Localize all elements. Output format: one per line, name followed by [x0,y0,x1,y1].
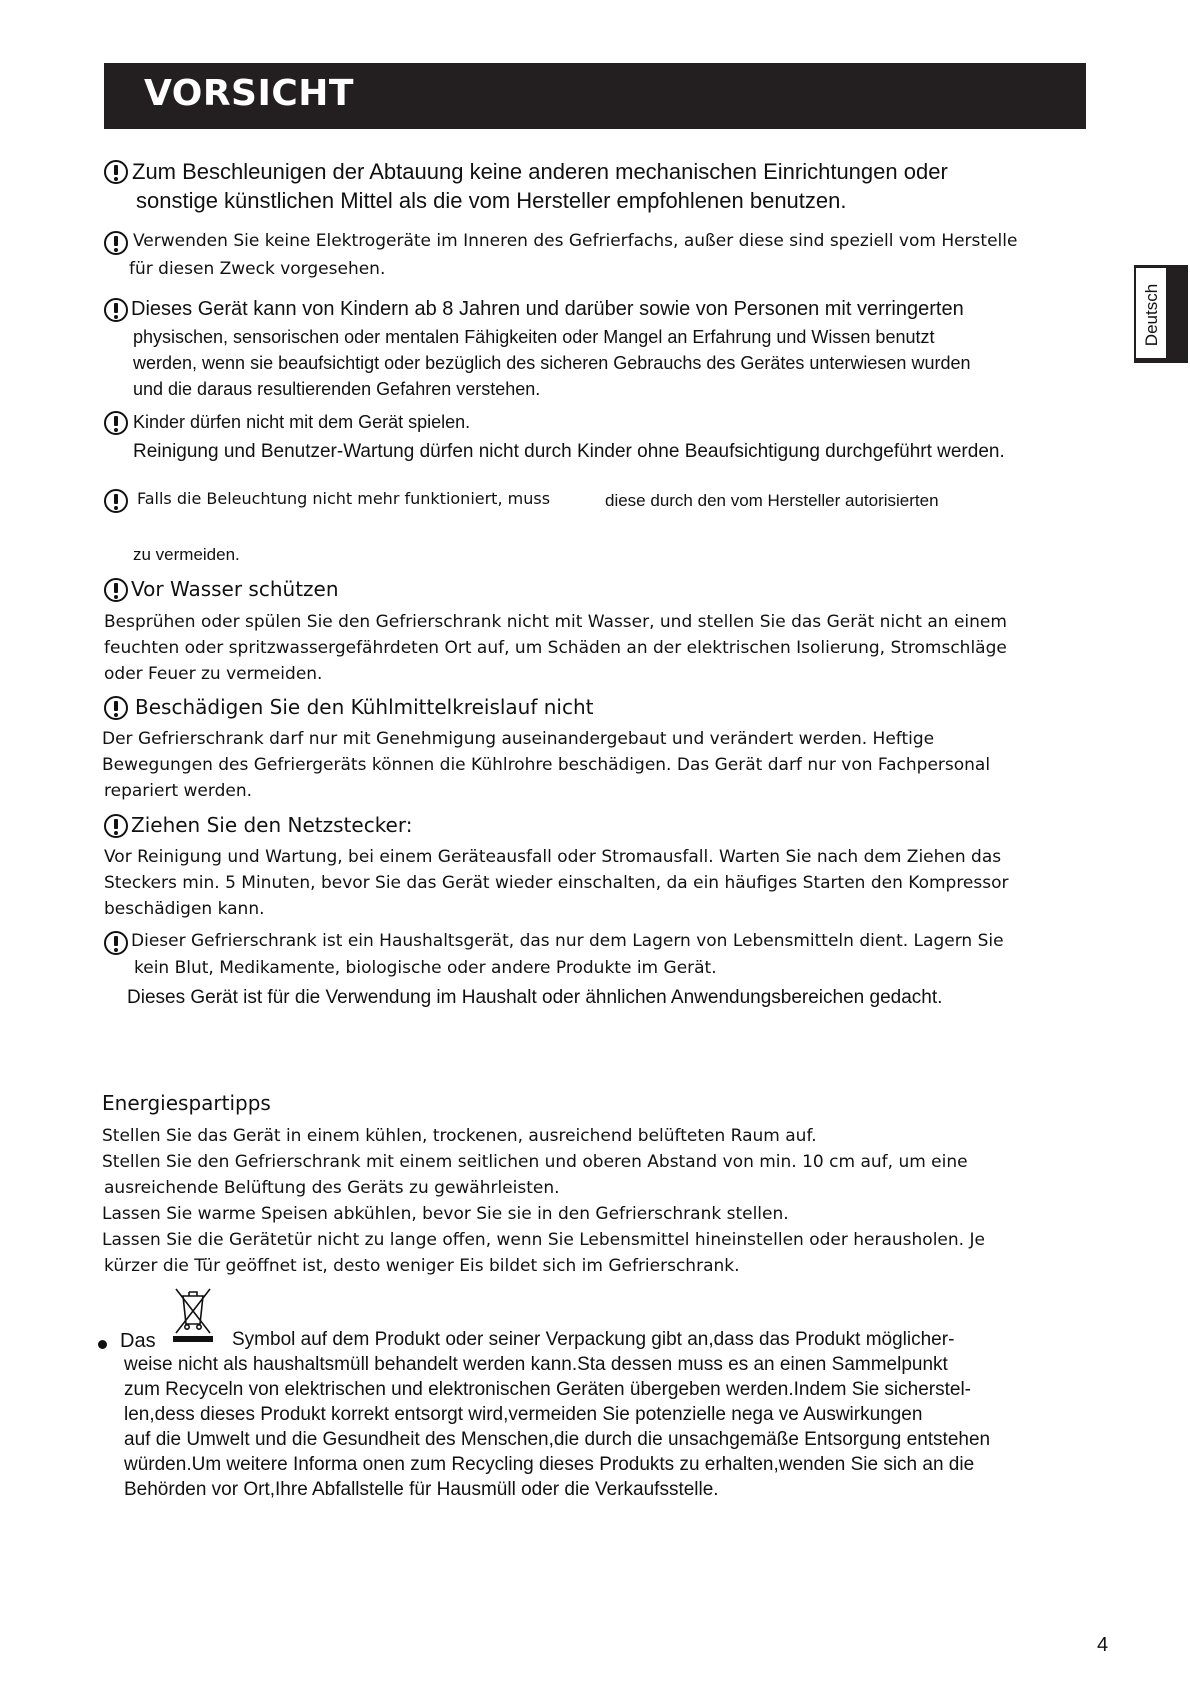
energy-heading: Energiespartipps [102,1091,271,1115]
warning-icon [104,231,128,255]
disposal-line2: weise nicht als haushaltsmüll behandelt werden kann.Sta dessen muss es an einen Sammelpunkt [124,1354,948,1375]
disposal-line5: auf die Umwelt und die Gesundheit des Menschen,die durch die unsachgemäße Entsorgung entstehen [124,1429,991,1450]
disposal-line1a: Das [120,1330,156,1352]
caution-p4-line2: Reinigung und Benutzer-Wartung dürfen nicht durch Kinder ohne Beaufsichtigung durchgeführt werden. [133,441,1005,462]
warning-icon [104,578,128,602]
caution-p1-line2: sonstige künstlichen Mittel als die vom Hersteller empfohlenen benutzen. [136,188,847,213]
water-line3: oder Feuer zu vermeiden. [104,664,323,684]
water-heading: Vor Wasser schützen [131,577,339,601]
household-line1: Dieser Gefrierschrank ist ein Haushaltsgerät, das nur dem Lagern von Lebensmitteln dient. Lagern Sie [131,931,1004,951]
warning-icon [104,411,128,435]
coolant-line3: repariert werden. [104,781,252,801]
plug-line1: Vor Reinigung und Wartung, bei einem Geräteausfall oder Stromausfall. Warten Sie nach dem Ziehen das [104,847,1002,867]
disposal-line4: len,dess dieses Produkt korrekt entsorgt wird,vermeiden Sie potenzielle nega ve Auswirkungen [124,1404,923,1425]
energy-line4: Lassen Sie warme Speisen abkühlen, bevor Sie sie in den Gefrierschrank stellen. [102,1204,789,1224]
energy-line3: ausreichende Belüftung des Geräts zu gewährleisten. [104,1178,560,1198]
caution-p5-line1b: diese durch den vom Hersteller autorisierten [605,491,939,510]
caution-p3-line1: Dieses Gerät kann von Kindern ab 8 Jahren und darüber sowie von Personen mit verringerten [131,298,964,320]
caution-p4-line1: Kinder dürfen nicht mit dem Gerät spielen. [133,412,471,432]
warning-icon [104,696,128,720]
language-tab [1134,265,1188,363]
weee-bin-icon [170,1286,216,1342]
disposal-line3: zum Recyceln von elektrischen und elektronischen Geräten übergeben werden.Indem Sie sicherstel- [124,1379,972,1400]
plug-line2: Steckers min. 5 Minuten, bevor Sie das Gerät wieder einschalten, da ein häufiges Starten den Kompressor [104,873,1009,893]
warning-icon [104,931,128,955]
disposal-line6: würden.Um weitere Informa onen zum Recycling dieses Produkts zu erhalten,wenden Sie sich an die [124,1454,975,1475]
coolant-line2: Bewegungen des Gefriergeräts können die Kühlrohre beschädigen. Das Gerät darf nur von Fachpersonal [102,755,991,775]
warning-icon [104,160,128,184]
energy-line2: Stellen Sie den Gefrierschrank mit einem seitlichen und oberen Abstand von min. 10 cm auf, um eine [102,1152,968,1172]
caution-p3-line4: und die daraus resultierenden Gefahren verstehen. [133,379,541,399]
caution-p5-line2: zu vermeiden. [133,545,240,564]
disposal-line7: Behörden vor Ort,Ihre Abfallstelle für Hausmüll oder die Verkaufsstelle. [124,1479,719,1500]
coolant-line1: Der Gefrierschrank darf nur mit Genehmigung auseinandergebaut und verändert werden. Heftige [102,729,935,749]
coolant-heading: Beschädigen Sie den Kühlmittelkreislauf nicht [135,695,594,719]
language-tab-label: Deutsch [1142,283,1161,347]
plug-line3: beschädigen kann. [104,899,265,919]
caution-title: VORSICHT [144,73,354,114]
caution-p3-line2: physischen, sensorischen oder mentalen Fähigkeiten oder Mangel an Erfahrung und Wissen benutzt [133,327,935,347]
plug-heading: Ziehen Sie den Netzstecker: [131,813,413,837]
caution-header [104,63,1086,129]
household-line2: kein Blut, Medikamente, biologische oder andere Produkte im Gerät. [134,958,717,978]
water-line2: feuchten oder spritzwassergefährdeten Ort auf, um Schäden an der elektrischen Isolierung, Stromschläge [104,638,1007,658]
energy-line1: Stellen Sie das Gerät in einem kühlen, trockenen, ausreichend belüfteten Raum auf. [102,1126,817,1146]
caution-p5-line1a: Falls die Beleuchtung nicht mehr funktioniert, muss [137,489,551,508]
water-line1: Besprühen oder spülen Sie den Gefrierschrank nicht mit Wasser, und stellen Sie das Gerät nicht an einem [104,612,1007,632]
language-tab-box [1135,267,1167,359]
disposal-line1b: Symbol auf dem Produkt oder seiner Verpackung gibt an,dass das Produkt möglicher- [232,1329,955,1350]
household-line3: Dieses Gerät ist für die Verwendung im Haushalt oder ähnlichen Anwendungsbereichen gedacht. [127,987,943,1008]
energy-line5: Lassen Sie die Gerätetür nicht zu lange offen, wenn Sie Lebensmittel hineinstellen oder herausholen. Je [102,1230,985,1250]
energy-line6: kürzer die Tür geöffnet ist, desto weniger Eis bildet sich im Gefrierschrank. [104,1256,740,1276]
caution-p1-line1: Zum Beschleunigen der Abtauung keine anderen mechanischen Einrichtungen oder [132,159,948,184]
caution-p2-line1: Verwenden Sie keine Elektrogeräte im Inneren des Gefrierfachs, außer diese sind speziell vom Herstelle [133,231,1018,251]
bullet-icon [98,1340,107,1349]
warning-icon [104,814,128,838]
warning-icon [104,298,128,322]
page-number: 4 [1097,1634,1109,1656]
warning-icon [104,489,128,513]
caution-p2-line2: für diesen Zweck vorgesehen. [129,259,386,279]
caution-p3-line3: werden, wenn sie beaufsichtigt oder bezüglich des sicheren Gebrauchs des Gerätes unterwiesen wurden [133,353,971,373]
